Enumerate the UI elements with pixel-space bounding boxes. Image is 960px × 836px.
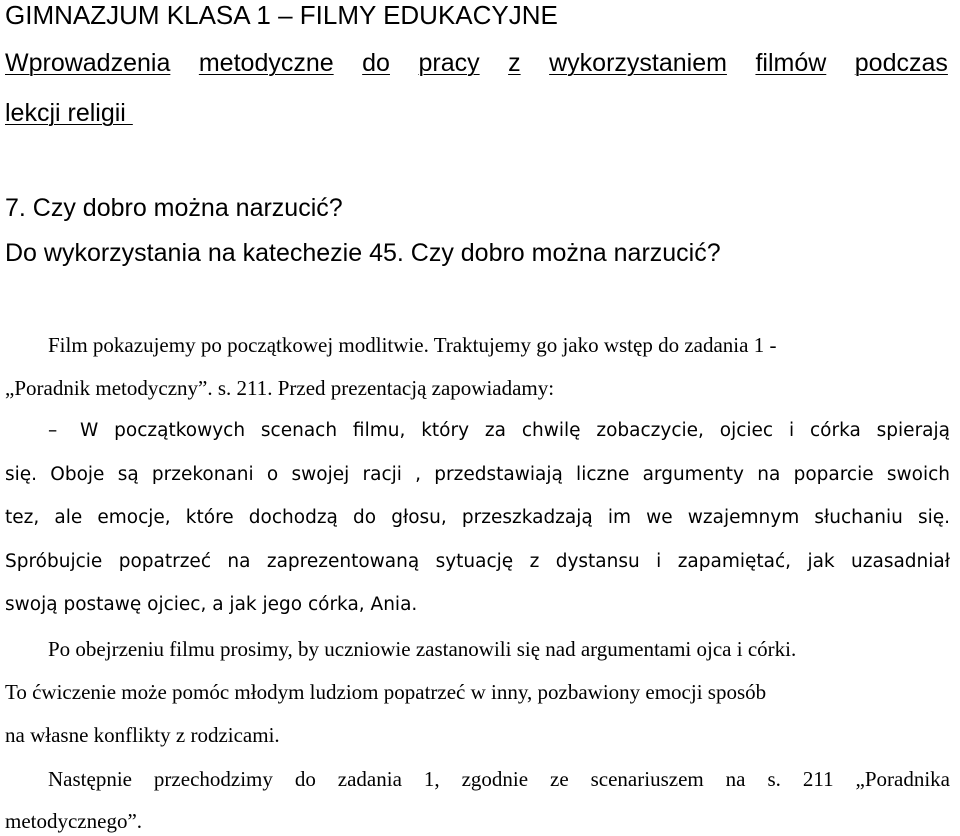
section-usage-note: Do wykorzystania na katechezie 45. Czy dobro można narzucić? — [5, 239, 721, 267]
subtitle-word: wykorzystaniem — [549, 49, 727, 77]
paragraph-3-line-1: Następnie przechodzimy do zadania 1, zgodnie ze scenariuszem na s. 211 „Poradnika — [48, 767, 950, 791]
paragraph-1-line-2: „Poradnik metodyczny”. s. 211. Przed prezentacją zapowiadamy: — [5, 376, 555, 400]
subtitle-word: podczas — [854, 49, 948, 77]
paragraph-2-line-2: To ćwiczenie może pomóc młodym ludziom popatrzeć w inny, pozbawiony emocji sposób — [5, 680, 767, 704]
subtitle-word: Wprowadzenia — [5, 49, 171, 77]
subtitle-word: z — [508, 49, 521, 77]
paragraph-3-line-2: metodycznego”. — [5, 809, 143, 833]
paragraph-2-line-3: na własne konflikty z rodzicami. — [5, 723, 280, 747]
subtitle-word: pracy — [418, 49, 480, 77]
dash-list-item-line-2: się. Oboje są przekonani o swojej racji , przedstawiają liczne argumenty na poparcie swoich — [5, 464, 950, 485]
subtitle-word: do — [362, 49, 390, 77]
subtitle-word: metodyczne — [198, 49, 334, 77]
document-subtitle-line-2: lekcji religii — [5, 99, 133, 127]
subtitle-word: filmów — [755, 49, 827, 77]
paragraph-2-line-1: Po obejrzeniu filmu prosimy, by uczniowie zastanowili się nad argumentami ojca i córki. — [48, 637, 797, 661]
document-title: GIMNAZJUM KLASA 1 – FILMY EDUKACYJNE — [5, 0, 558, 30]
dash-list-item-line-5: swoją postawę ojciec, a jak jego córka, Ania. — [5, 594, 418, 615]
dash-list-item-line-3: tez, ale emocje, które dochodzą do głosu, przeszkadzają im we wzajemnym słuchaniu się. — [5, 507, 950, 528]
dash-list-item-line-4: Spróbujcie popatrzeć na zaprezentowaną sytuację z dystansu i zapamiętać, jak uzasadniał — [5, 551, 950, 572]
dash-list-item-line-1 — [48, 418, 950, 444]
dash-item-text: W początkowych scenach filmu, który za chwilę zobaczycie, ojciec i córka spierają — [80, 420, 950, 441]
paragraph-1-line-1: Film pokazujemy po początkowej modlitwie. Traktujemy go jako wstęp do zadania 1 - — [48, 333, 777, 357]
section-title: 7. Czy dobro można narzucić? — [5, 194, 343, 222]
dash-bullet: – — [48, 420, 58, 441]
document-subtitle-line-1 — [5, 48, 948, 78]
